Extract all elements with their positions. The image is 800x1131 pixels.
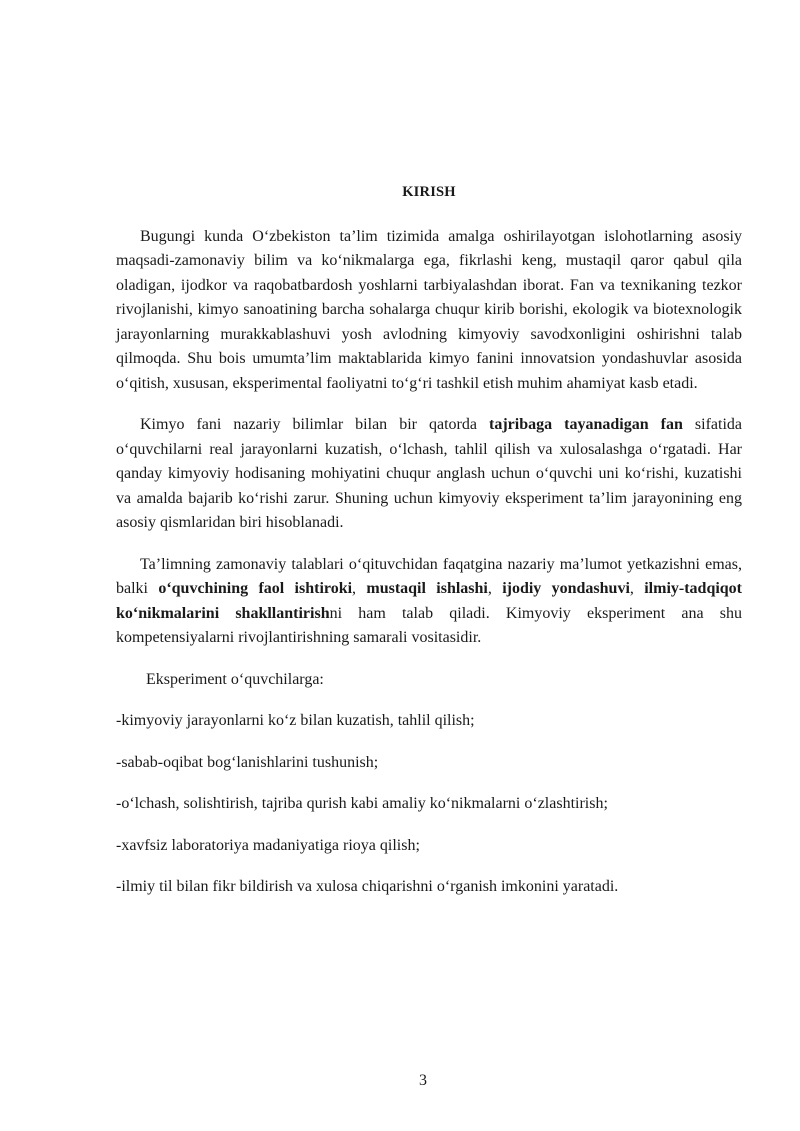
list-intro: Eksperiment o‘quvchilarga:	[146, 670, 324, 688]
paragraph-text: ni ham talab qiladi. Kimyoviy eksperiment ana shu kompetensiyalarni rivojlantirishning samarali vositasidir.	[116, 604, 742, 646]
paragraph-text: Ta’limning zamonaviy talablari o‘qituvchidan faqatgina nazariy ma’lumot yetkazishni emas, balki	[116, 555, 742, 597]
list-item: -o‘lchash, solishtirish, tajriba qurish kabi amaliy ko‘nikmalarni o‘zlashtirish;	[116, 795, 608, 812]
bold-phrase: ilmiy-tadqiqot ko‘nikmalarini shakllantirish	[116, 580, 743, 622]
paragraph-text: ,	[629, 580, 645, 597]
document-page	[116, 180, 742, 917]
paragraph-text: ,	[352, 580, 367, 597]
paragraph-text: sifatida o‘quvchilarni real jarayonlarni kuzatish, o‘lchash, tahlil qilish va xulosalashga o‘rgatadi. Har qanday kimyoviy hodisaning mohiyatini chuqur anglash uchun o‘quvchi uni ko‘rishi, kuzatishi va amalda bajarib ko‘rishi zarur. Shuning uchun kimyoviy eksperiment ta’lim jarayonining eng asosiy qismlaridan biri hisoblanadi.	[116, 416, 742, 531]
bold-phrase: tajribaga tayanadigan fan	[489, 416, 683, 433]
bold-phrase: ijodiy yondashuvi	[502, 580, 630, 597]
list-item: -ilmiy til bilan fikr bildirish va xulosa chiqarishni o‘rganish imkonini yaratadi.	[116, 878, 619, 895]
paragraph-text: Bugungi kunda O‘zbekiston ta’lim tizimida amalga oshirilayotgan islohotlarning asosiy maqsadi-zamonaviy bilim va ko‘nikmalarga ega, fikrlashi keng, mustaqil qaror qabul qila oladigan, ijodkor va raqobatbardosh yoshlarni tarbiyalashdan iborat. Fan va texnikaning tezkor rivojlanishi, kimyo sanoatining barcha sohalarga chuqur kirib borishi, ekologik va biotexnologik jarayonlarning murakkablashuvi yosh avlodning kimyoviy savodxonligini oshirishni talab qilmoqda. Shu bois umumta’lim maktablarida kimyo fanini innovatsion yondashuvlar asosida o‘qitish, xususan, eksperimental faoliyatni to‘g‘ri tashkil etish muhim ahamiyat kasb etadi.	[116, 227, 742, 392]
list-item: -kimyoviy jarayonlarni ko‘z bilan kuzatish, tahlil qilish;	[116, 712, 475, 729]
paragraph-text: ,	[487, 580, 503, 597]
bold-phrase: mustaqil ishlashi	[366, 580, 488, 597]
document-title: KIRISH	[402, 184, 456, 200]
list-item: -xavfsiz laboratoriya madaniyatiga rioya qilish;	[116, 836, 420, 854]
paragraph	[116, 225, 742, 397]
paragraph-text: Kimyo fani nazariy bilimlar bilan bir qatorda	[140, 416, 490, 433]
list-item: -sabab-oqibat bog‘lanishlarini tushunish;	[116, 753, 379, 771]
page-number: 3	[419, 1072, 427, 1089]
bold-phrase: o‘quvchining faol ishtiroki	[158, 580, 353, 597]
paragraph	[116, 413, 742, 536]
paragraph	[116, 553, 742, 651]
